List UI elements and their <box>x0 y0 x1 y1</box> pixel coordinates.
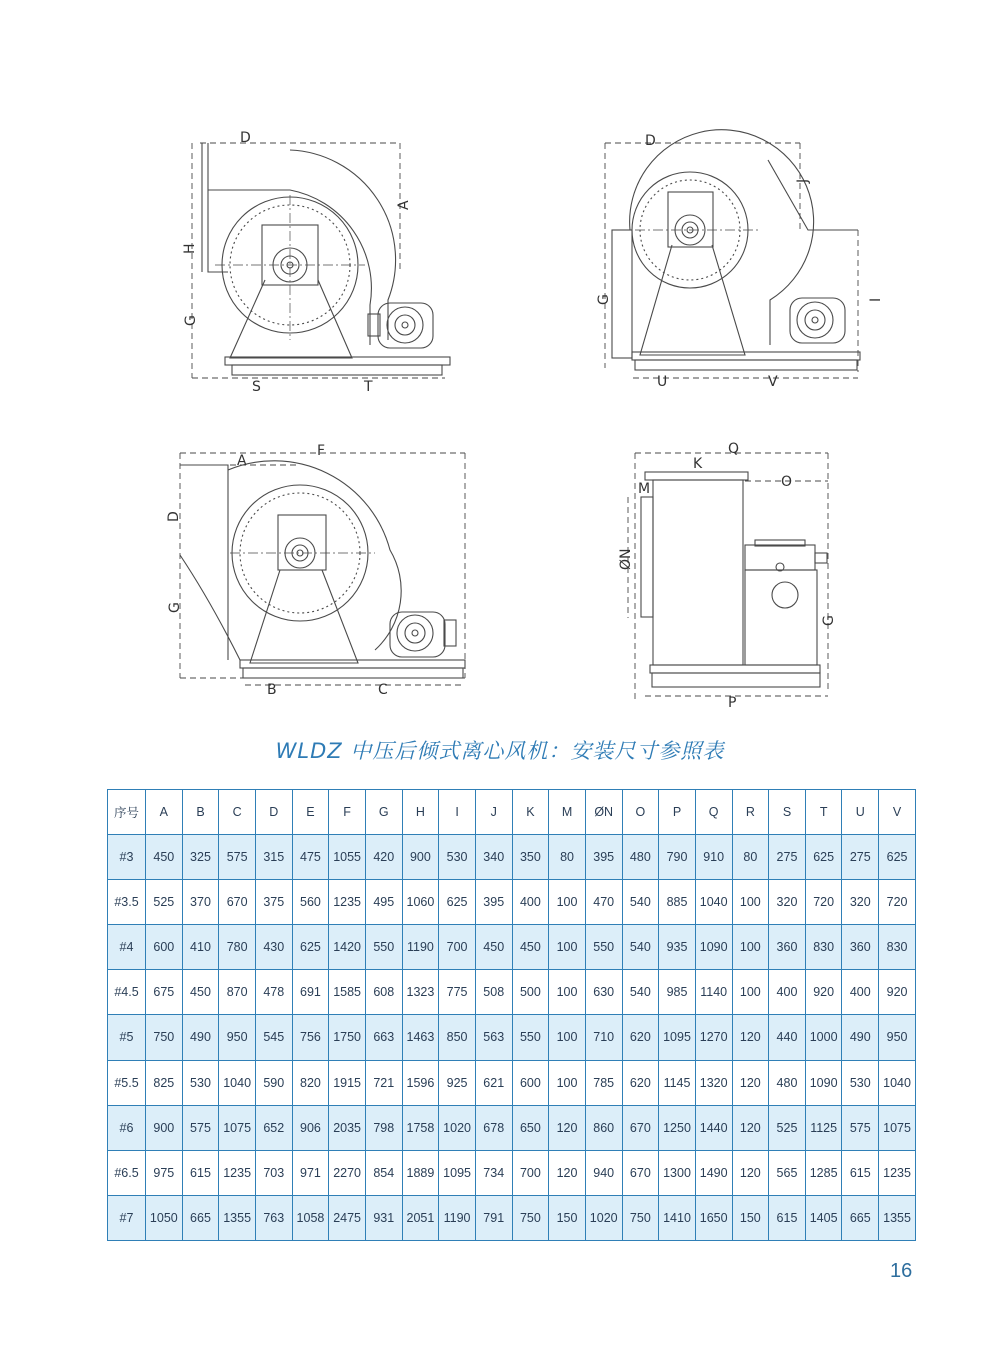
table-cell: 1463 <box>402 1015 439 1060</box>
column-header: A <box>146 790 183 835</box>
label-br-m: M <box>638 481 651 497</box>
table-cell: 652 <box>255 1105 292 1150</box>
table-row <box>108 880 916 925</box>
label-bl-c: C <box>378 682 388 698</box>
label-br-o: O <box>781 474 793 490</box>
table-cell: 1050 <box>146 1195 183 1240</box>
table-cell: 630 <box>585 970 622 1015</box>
table-cell: 1190 <box>439 1195 476 1240</box>
table-cell: 525 <box>146 880 183 925</box>
table-cell: 1040 <box>695 880 732 925</box>
label-tl-d: D <box>240 130 251 146</box>
column-header: H <box>402 790 439 835</box>
column-header: O <box>622 790 659 835</box>
table-cell: 854 <box>365 1150 402 1195</box>
table-cell: 320 <box>842 880 879 925</box>
table-cell: 590 <box>255 1060 292 1105</box>
table-cell: 450 <box>475 925 512 970</box>
table-cell: 1320 <box>695 1060 732 1105</box>
drawing-bottom-left <box>180 453 465 685</box>
table-cell: 860 <box>585 1105 622 1150</box>
table-cell: 540 <box>622 970 659 1015</box>
table-cell: 920 <box>805 970 842 1015</box>
table-cell: 670 <box>219 880 256 925</box>
table-title: WLDZ 中压后倾式离心风机：安装尺寸参照表 <box>275 739 725 763</box>
table-cell: 563 <box>475 1015 512 1060</box>
table-cell: 750 <box>622 1195 659 1240</box>
table-cell: 495 <box>365 880 402 925</box>
table-cell: 710 <box>585 1015 622 1060</box>
table-cell: 790 <box>659 835 696 880</box>
column-header: S <box>769 790 806 835</box>
table-cell: 1075 <box>879 1105 916 1150</box>
table-row <box>108 1060 916 1105</box>
table-cell: 1650 <box>695 1195 732 1240</box>
table-cell: 478 <box>255 970 292 1015</box>
table-cell: 100 <box>549 1015 586 1060</box>
label-br-q: Q <box>728 441 740 457</box>
table-row <box>108 835 916 880</box>
table-cell: 2270 <box>329 1150 366 1195</box>
table-cell: 575 <box>219 835 256 880</box>
table-cell: 560 <box>292 880 329 925</box>
table-cell: 100 <box>732 970 769 1015</box>
table-cell: 625 <box>439 880 476 925</box>
table-cell: 320 <box>769 880 806 925</box>
row-label-cell: #6.5 <box>108 1150 146 1195</box>
table-cell: 525 <box>769 1105 806 1150</box>
table-row <box>108 970 916 1015</box>
drawing-bottom-right <box>628 453 828 700</box>
table-cell: 1058 <box>292 1195 329 1240</box>
table-cell: 1235 <box>219 1150 256 1195</box>
label-bl-d: D <box>166 511 182 522</box>
label-tl-g: G <box>183 315 199 326</box>
table-cell: 80 <box>732 835 769 880</box>
table-cell: 1190 <box>402 925 439 970</box>
column-header: Q <box>695 790 732 835</box>
table-cell: 530 <box>439 835 476 880</box>
table-cell: 1055 <box>329 835 366 880</box>
table-cell: 950 <box>879 1015 916 1060</box>
table-cell: 720 <box>805 880 842 925</box>
table-cell: 885 <box>659 880 696 925</box>
table-cell: 490 <box>182 1015 219 1060</box>
label-tl-h: H <box>182 243 198 254</box>
table-cell: 1020 <box>439 1105 476 1150</box>
table-cell: 420 <box>365 835 402 880</box>
table-cell: 931 <box>365 1195 402 1240</box>
table-cell: 375 <box>255 880 292 925</box>
label-br-n: ØN <box>618 548 634 570</box>
label-tr-i: I <box>868 297 884 302</box>
column-header: V <box>879 790 916 835</box>
dimension-table <box>107 789 916 1241</box>
table-row <box>108 1105 916 1150</box>
table-cell: 1285 <box>805 1150 842 1195</box>
table-cell: 1405 <box>805 1195 842 1240</box>
table-cell: 820 <box>292 1060 329 1105</box>
column-header: U <box>842 790 879 835</box>
table-cell: 150 <box>549 1195 586 1240</box>
table-cell: 1235 <box>329 880 366 925</box>
table-cell: 750 <box>146 1015 183 1060</box>
table-cell: 1410 <box>659 1195 696 1240</box>
table-cell: 621 <box>475 1060 512 1105</box>
table-cell: 530 <box>182 1060 219 1105</box>
table-cell: 475 <box>292 835 329 880</box>
table-row <box>108 1195 916 1240</box>
table-cell: 275 <box>769 835 806 880</box>
table-cell: 395 <box>585 835 622 880</box>
table-cell: 950 <box>219 1015 256 1060</box>
table-cell: 150 <box>732 1195 769 1240</box>
table-cell: 545 <box>255 1015 292 1060</box>
table-cell: 1000 <box>805 1015 842 1060</box>
drawing-top-right <box>605 130 860 378</box>
table-cell: 100 <box>549 1060 586 1105</box>
label-tr-v: V <box>768 374 778 390</box>
column-header: E <box>292 790 329 835</box>
label-tr-u: U <box>657 374 668 390</box>
table-cell: 400 <box>842 970 879 1015</box>
table-cell: 1125 <box>805 1105 842 1150</box>
table-cell: 350 <box>512 835 549 880</box>
table-cell: 920 <box>879 970 916 1015</box>
table-cell: 120 <box>732 1150 769 1195</box>
table-cell: 325 <box>182 835 219 880</box>
table-cell: 625 <box>879 835 916 880</box>
table-cell: 1440 <box>695 1105 732 1150</box>
table-cell: 775 <box>439 970 476 1015</box>
row-label-cell: #5.5 <box>108 1060 146 1105</box>
table-cell: 508 <box>475 970 512 1015</box>
table-cell: 615 <box>842 1150 879 1195</box>
row-label-cell: #3.5 <box>108 880 146 925</box>
table-cell: 720 <box>879 880 916 925</box>
table-cell: 721 <box>365 1060 402 1105</box>
table-cell: 2051 <box>402 1195 439 1240</box>
table-cell: 925 <box>439 1060 476 1105</box>
table-cell: 791 <box>475 1195 512 1240</box>
table-cell: 1490 <box>695 1150 732 1195</box>
table-cell: 1596 <box>402 1060 439 1105</box>
column-header: K <box>512 790 549 835</box>
table-cell: 620 <box>622 1060 659 1105</box>
column-header: 序号 <box>108 790 146 835</box>
table-cell: 906 <box>292 1105 329 1150</box>
table-cell: 400 <box>512 880 549 925</box>
table-cell: 100 <box>549 880 586 925</box>
table-cell: 675 <box>146 970 183 1015</box>
label-br-g: G <box>821 615 837 626</box>
table-cell: 670 <box>622 1150 659 1195</box>
column-header: F <box>329 790 366 835</box>
table-row <box>108 1150 916 1195</box>
table-cell: 1250 <box>659 1105 696 1150</box>
table-cell: 1323 <box>402 970 439 1015</box>
table-cell: 608 <box>365 970 402 1015</box>
column-header: D <box>255 790 292 835</box>
table-cell: 100 <box>732 880 769 925</box>
table-cell: 370 <box>182 880 219 925</box>
table-cell: 620 <box>622 1015 659 1060</box>
table-cell: 1750 <box>329 1015 366 1060</box>
table-row <box>108 925 916 970</box>
table-cell: 850 <box>439 1015 476 1060</box>
table-cell: 530 <box>842 1060 879 1105</box>
table-cell: 360 <box>769 925 806 970</box>
table-cell: 550 <box>585 925 622 970</box>
table-cell: 703 <box>255 1150 292 1195</box>
table-cell: 830 <box>805 925 842 970</box>
table-cell: 430 <box>255 925 292 970</box>
table-cell: 1758 <box>402 1105 439 1150</box>
table-cell: 480 <box>622 835 659 880</box>
table-cell: 100 <box>732 925 769 970</box>
table-cell: 670 <box>622 1105 659 1150</box>
table-cell: 80 <box>549 835 586 880</box>
table-header <box>108 790 916 835</box>
column-header: B <box>182 790 219 835</box>
table-cell: 540 <box>622 880 659 925</box>
label-tr-d: D <box>645 133 656 149</box>
table-cell: 2475 <box>329 1195 366 1240</box>
table-cell: 100 <box>549 970 586 1015</box>
label-tl-a: A <box>396 200 412 210</box>
table-cell: 625 <box>805 835 842 880</box>
table-cell: 940 <box>585 1150 622 1195</box>
page-number: 16 <box>890 1260 913 1282</box>
table-cell: 315 <box>255 835 292 880</box>
table-cell: 1270 <box>695 1015 732 1060</box>
table-cell: 550 <box>365 925 402 970</box>
label-tr-j: J <box>795 178 811 183</box>
table-cell: 120 <box>732 1015 769 1060</box>
label-bl-a: A <box>237 453 247 469</box>
column-header: ØN <box>585 790 622 835</box>
table-cell: 360 <box>842 925 879 970</box>
table-cell: 678 <box>475 1105 512 1150</box>
table-cell: 1090 <box>695 925 732 970</box>
column-header: G <box>365 790 402 835</box>
table-cell: 500 <box>512 970 549 1015</box>
column-header: J <box>475 790 512 835</box>
table-cell: 1889 <box>402 1150 439 1195</box>
table-cell: 100 <box>549 925 586 970</box>
table-cell: 1235 <box>879 1150 916 1195</box>
table-cell: 870 <box>219 970 256 1015</box>
table-cell: 275 <box>842 835 879 880</box>
table-cell: 798 <box>365 1105 402 1150</box>
table-cell: 600 <box>146 925 183 970</box>
table-cell: 971 <box>292 1150 329 1195</box>
table-cell: 1355 <box>219 1195 256 1240</box>
column-header: T <box>805 790 842 835</box>
label-bl-g: G <box>167 602 183 613</box>
table-cell: 1075 <box>219 1105 256 1150</box>
table-cell: 900 <box>402 835 439 880</box>
table-cell: 340 <box>475 835 512 880</box>
table-cell: 1355 <box>879 1195 916 1240</box>
table-cell: 691 <box>292 970 329 1015</box>
column-header: C <box>219 790 256 835</box>
table-cell: 975 <box>146 1150 183 1195</box>
label-tl-s: S <box>252 379 261 395</box>
table-cell: 1915 <box>329 1060 366 1105</box>
row-label-cell: #5 <box>108 1015 146 1060</box>
table-cell: 734 <box>475 1150 512 1195</box>
table-cell: 120 <box>732 1060 769 1105</box>
table-cell: 1420 <box>329 925 366 970</box>
table-cell: 910 <box>695 835 732 880</box>
table-cell: 625 <box>292 925 329 970</box>
table-row <box>108 1015 916 1060</box>
table-cell: 935 <box>659 925 696 970</box>
row-label-cell: #4.5 <box>108 970 146 1015</box>
table-cell: 1090 <box>805 1060 842 1105</box>
table-cell: 120 <box>732 1105 769 1150</box>
table-cell: 1095 <box>439 1150 476 1195</box>
table-cell: 550 <box>512 1015 549 1060</box>
table-cell: 450 <box>512 925 549 970</box>
table-cell: 490 <box>842 1015 879 1060</box>
label-bl-f: F <box>317 443 326 459</box>
table-body <box>108 835 916 1241</box>
table-cell: 663 <box>365 1015 402 1060</box>
table-cell: 565 <box>769 1150 806 1195</box>
table-cell: 830 <box>879 925 916 970</box>
table-cell: 1060 <box>402 880 439 925</box>
table-cell: 540 <box>622 925 659 970</box>
table-cell: 575 <box>182 1105 219 1150</box>
table-cell: 450 <box>182 970 219 1015</box>
table-cell: 1585 <box>329 970 366 1015</box>
row-label-cell: #6 <box>108 1105 146 1150</box>
table-cell: 120 <box>549 1105 586 1150</box>
row-label-cell: #4 <box>108 925 146 970</box>
table-cell: 1145 <box>659 1060 696 1105</box>
table-cell: 763 <box>255 1195 292 1240</box>
column-header: P <box>659 790 696 835</box>
row-label-cell: #3 <box>108 835 146 880</box>
table-cell: 615 <box>182 1150 219 1195</box>
table-cell: 120 <box>549 1150 586 1195</box>
table-cell: 985 <box>659 970 696 1015</box>
table-cell: 400 <box>769 970 806 1015</box>
row-label-cell: #7 <box>108 1195 146 1240</box>
drawing-top-left <box>192 143 450 378</box>
table-cell: 756 <box>292 1015 329 1060</box>
column-header: M <box>549 790 586 835</box>
table-cell: 2035 <box>329 1105 366 1150</box>
label-tl-t: T <box>364 379 373 395</box>
table-cell: 450 <box>146 835 183 880</box>
table-cell: 700 <box>512 1150 549 1195</box>
table-cell: 1040 <box>219 1060 256 1105</box>
table-cell: 900 <box>146 1105 183 1150</box>
table-cell: 440 <box>769 1015 806 1060</box>
table-cell: 785 <box>585 1060 622 1105</box>
table-cell: 600 <box>512 1060 549 1105</box>
table-cell: 575 <box>842 1105 879 1150</box>
label-br-k: K <box>693 456 703 472</box>
label-bl-b: B <box>267 682 277 698</box>
column-header: I <box>439 790 476 835</box>
header-row <box>108 790 916 835</box>
table-cell: 470 <box>585 880 622 925</box>
table-cell: 780 <box>219 925 256 970</box>
label-br-p: P <box>728 695 737 711</box>
table-cell: 1300 <box>659 1150 696 1195</box>
table-cell: 750 <box>512 1195 549 1240</box>
table-cell: 395 <box>475 880 512 925</box>
table-cell: 1040 <box>879 1060 916 1105</box>
column-header: R <box>732 790 769 835</box>
table-cell: 665 <box>842 1195 879 1240</box>
table-cell: 410 <box>182 925 219 970</box>
table-cell: 665 <box>182 1195 219 1240</box>
table-cell: 1020 <box>585 1195 622 1240</box>
label-tr-g: G <box>596 294 612 305</box>
table-cell: 1095 <box>659 1015 696 1060</box>
table-cell: 700 <box>439 925 476 970</box>
table-cell: 480 <box>769 1060 806 1105</box>
table-cell: 650 <box>512 1105 549 1150</box>
table-cell: 1140 <box>695 970 732 1015</box>
table-cell: 825 <box>146 1060 183 1105</box>
table-cell: 615 <box>769 1195 806 1240</box>
